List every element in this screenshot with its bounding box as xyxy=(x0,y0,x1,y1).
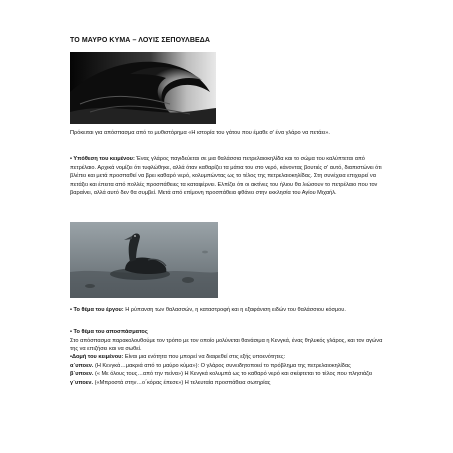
black-wave-image xyxy=(70,52,216,124)
wave-illustration xyxy=(70,52,216,124)
structure-item-label: γ΄υποεν. xyxy=(70,379,94,386)
theme-excerpt-text: Στο απόσπασμα παρακολουθούμε τον τρόπο με τον οποίο μολύνεται θανάσιμα η Κενγκά, ένας θηλυκός γλάρος, και τον αγώνα της να επιζήσει και να σωθεί. xyxy=(70,337,383,353)
plot-text: Ένας γλάρος παγιδεύεται σε μια θαλάσσια πετρελαιοκηλίδα και το σώμα του καλύπτεται από πετρέλαιο. Αρχικά νομίζει ότι τυφλώθηκε, αλλά όταν καθαρίζει τα μάτια του στο νερό, κάνοντας βουτιές σ' αυτό, διαπιστώνει ότι βλέπει και μετά προσπαθεί να βρει καθαρό νερό, κολυμπώντας ως το τέλος της πετρελαιοκηλίδας. Στη συνέχεια επιχειρεί να πετάξει και έπειτα από πολλές προσπάθειες τα καταφέρνει. Ελπίζει ότι οι ακτίνες του ήλιου θα λιώσουν το πετρέλαιο που τον βαραίνει, αλλά αυτό δεν θα συμβεί. Μετά από επίμονη προσπάθεια φθάνει στην εκκλησία του Αγίου Μιχαήλ. xyxy=(70,156,382,197)
structure-item xyxy=(70,370,388,379)
structure-item-label: α΄υποεν. xyxy=(70,362,94,369)
structure-item-text: (Η Κενγκά…μακριά από το μαύρο κύμα»): Ο γλάρος συνειδητοποιεί το πρόβλημα της πετρελαιοκηλίδας xyxy=(93,362,351,369)
oil-covered-gull-image xyxy=(70,222,218,298)
theme-work-text: Η ρύπανση των θαλασσών, η καταστροφή και η εξαφάνιση ειδών του θαλάσσιου κόσμου. xyxy=(123,307,346,313)
structure-item xyxy=(70,379,388,388)
theme-excerpt-label: • Το θέμα του αποσπάσματος xyxy=(70,329,148,335)
structure-item xyxy=(70,362,388,371)
structure-item-text: (« Με όλους τους…από την πείνα») Η Κενγκά κολυμπά ως το καθαρό νερό και σκέφτεται το τέλος που πλησιάζει xyxy=(93,371,373,378)
document-title: ΤΟ ΜΑΥΡΟ ΚΥΜΑ – ΛΟΥΙΣ ΣΕΠΟΥΛΒΕΔΑ xyxy=(70,37,211,44)
theme-excerpt-paragraph xyxy=(70,328,388,354)
gull-illustration xyxy=(70,222,218,298)
structure-item-label: β΄υποεν. xyxy=(70,371,94,378)
plot-label: • Υπόθεση του κειμένου: xyxy=(70,156,135,162)
structure-intro xyxy=(70,353,388,362)
theme-work-label: • Το θέμα του έργου: xyxy=(70,307,124,313)
intro-paragraph: Πρόκειται για απόσπασμα από το μυθιστόρημα «Η ιστορία του γάτου που έμαθε σ' ένα γλάρο να πετάει». xyxy=(70,130,330,136)
structure-text: Είναι μια ενότητα που μπορεί να διαιρεθεί στις εξής υποενότητες: xyxy=(123,354,286,360)
theme-work-paragraph xyxy=(70,306,388,315)
structure-paragraph xyxy=(70,353,388,387)
structure-label: •Δομή του κειμένου: xyxy=(70,354,124,360)
structure-item-text: («Μπροστά στην…ο΄κόρας έπεσε») Η τελευταία προσπάθεια σωτηρίας xyxy=(93,379,271,386)
plot-paragraph xyxy=(70,155,388,198)
